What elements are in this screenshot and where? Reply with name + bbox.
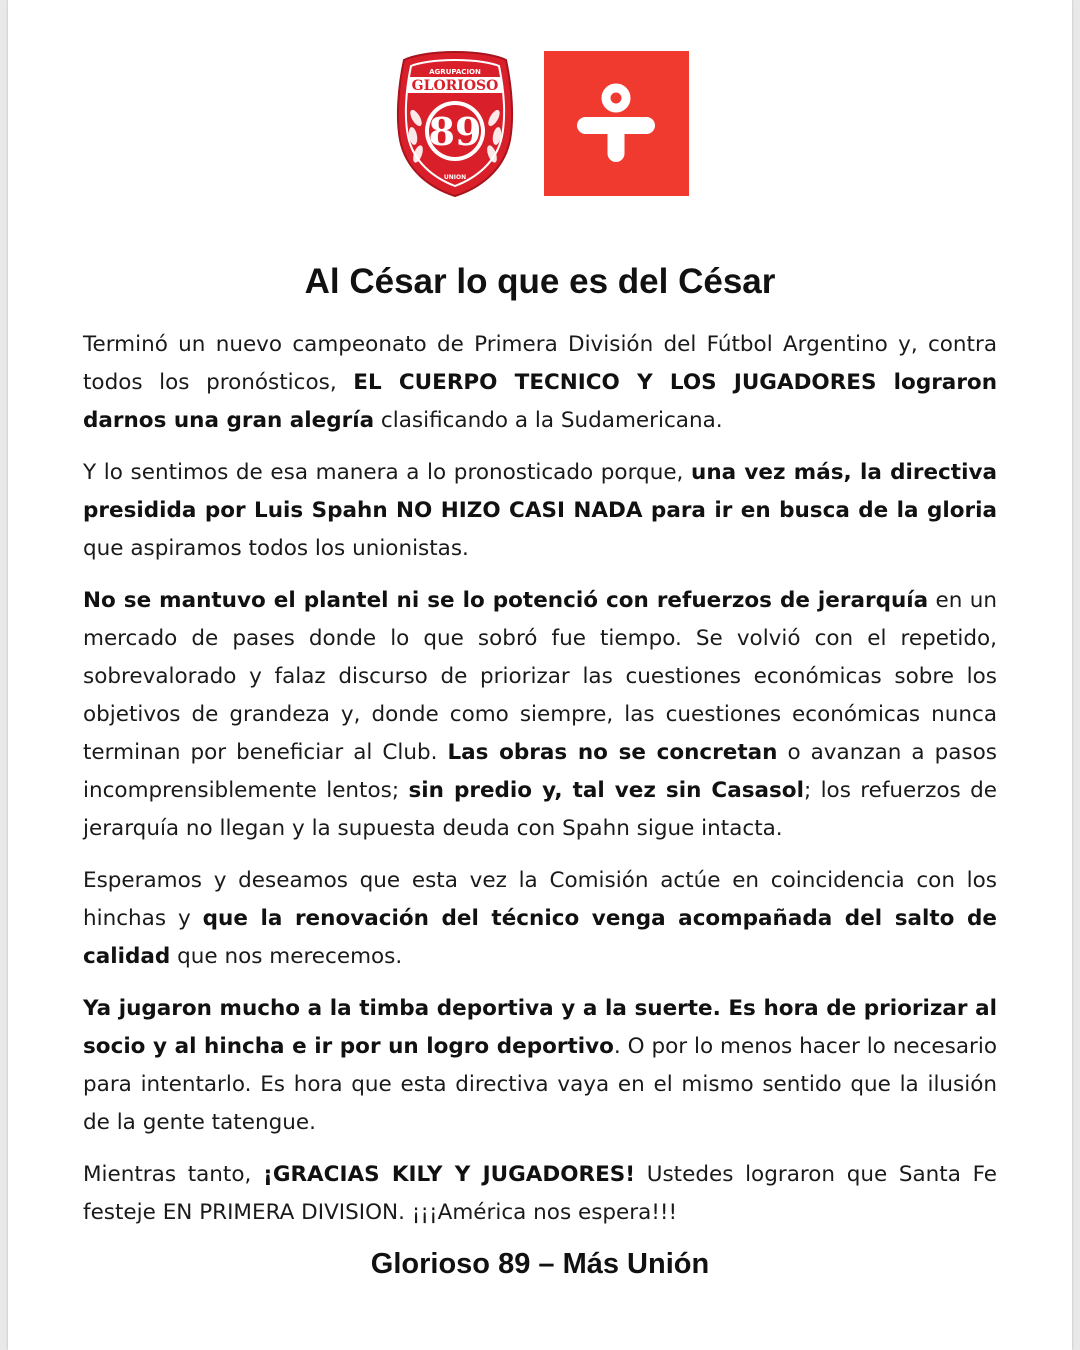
document-title: Al César lo que es del César [304, 262, 776, 301]
text-run: ¡GRACIAS KILY Y JUGADORES! [263, 1162, 636, 1187]
document-page [8, 0, 1072, 1350]
glorioso-89-crest-icon [390, 48, 520, 198]
text-run: Mientras tanto, [83, 1162, 264, 1187]
text-run: una vez más, la directiva presidida por Luis Spahn NO HIZO CASI NADA para ir en busca de la gloria [83, 460, 997, 523]
crest-bottom-text: UNION [443, 174, 467, 181]
text-run: Esperamos y deseamos que esta vez la Comisión actúe en coincidencia con los hinchas y [83, 868, 997, 931]
document-body [83, 326, 997, 1246]
text-run: No se mantuvo el plantel ni se lo potenció con refuerzos de jerarquía [83, 588, 929, 613]
text-run: en un mercado de pases donde lo que sobró fue tiempo. Se volvió con el repetido, sobrevalorado y falaz discurso de priorizar las cuestiones económicas sobre los objetivos de grandeza y, donde como siempre, las cuestiones económicas nunca terminan por beneficiar al Club. [83, 588, 997, 765]
paragraph-1 [83, 326, 997, 440]
text-run: que aspiramos todos los unionistas. [83, 536, 469, 561]
header-logos [8, 48, 1072, 198]
text-run: Las obras no se concretan [447, 740, 778, 765]
crest-top-text: AGRUPACION [429, 68, 481, 76]
text-run: clasificando a la Sudamericana. [374, 408, 723, 433]
text-run: Terminó un nuevo campeonato de Primera División del Fútbol Argentino y, contra todos los pronósticos, [83, 332, 997, 395]
text-run: o avanzan a pasos incomprensiblemente lentos; [83, 740, 997, 803]
plus-person-icon [544, 51, 689, 196]
mas-union-logo [544, 51, 689, 196]
paragraph-3 [83, 582, 997, 848]
crest-number-text: 89 [428, 109, 482, 154]
crest-name-text: GLORIOSO [411, 78, 499, 94]
text-run: sin predio y, tal vez sin Casasol [408, 778, 804, 803]
paragraph-4 [83, 862, 997, 976]
text-run: ; los refuerzos de jerarquía no llegan y la supuesta deuda con Spahn sigue intacta. [83, 778, 998, 841]
paragraph-5 [83, 990, 997, 1142]
text-run: EL CUERPO TECNICO Y LOS JUGADORES lograron darnos una gran alegría [83, 370, 997, 433]
text-run: Y lo sentimos de esa manera a lo pronosticado porque, [83, 460, 692, 485]
paragraph-2 [83, 454, 997, 568]
text-run: Ustedes lograron que Santa Fe festeje EN PRIMERA DIVISION. ¡¡¡América nos espera!!! [83, 1162, 997, 1225]
paragraph-6 [83, 1156, 997, 1232]
text-run: . O por lo menos hacer lo necesario para intentarlo. Es hora que esta directiva vaya en el mismo sentido que la ilusión de la gente tatengue. [83, 1034, 997, 1135]
signature: Glorioso 89 – Más Unión [370, 1248, 710, 1280]
text-run: que la renovación del técnico venga acompañada del salto de calidad [83, 906, 997, 969]
text-run: Ya jugaron mucho a la timba deportiva y a la suerte. Es hora de priorizar al socio y al hincha e ir por un logro deportivo [83, 996, 997, 1059]
text-run: que nos merecemos. [170, 944, 403, 969]
